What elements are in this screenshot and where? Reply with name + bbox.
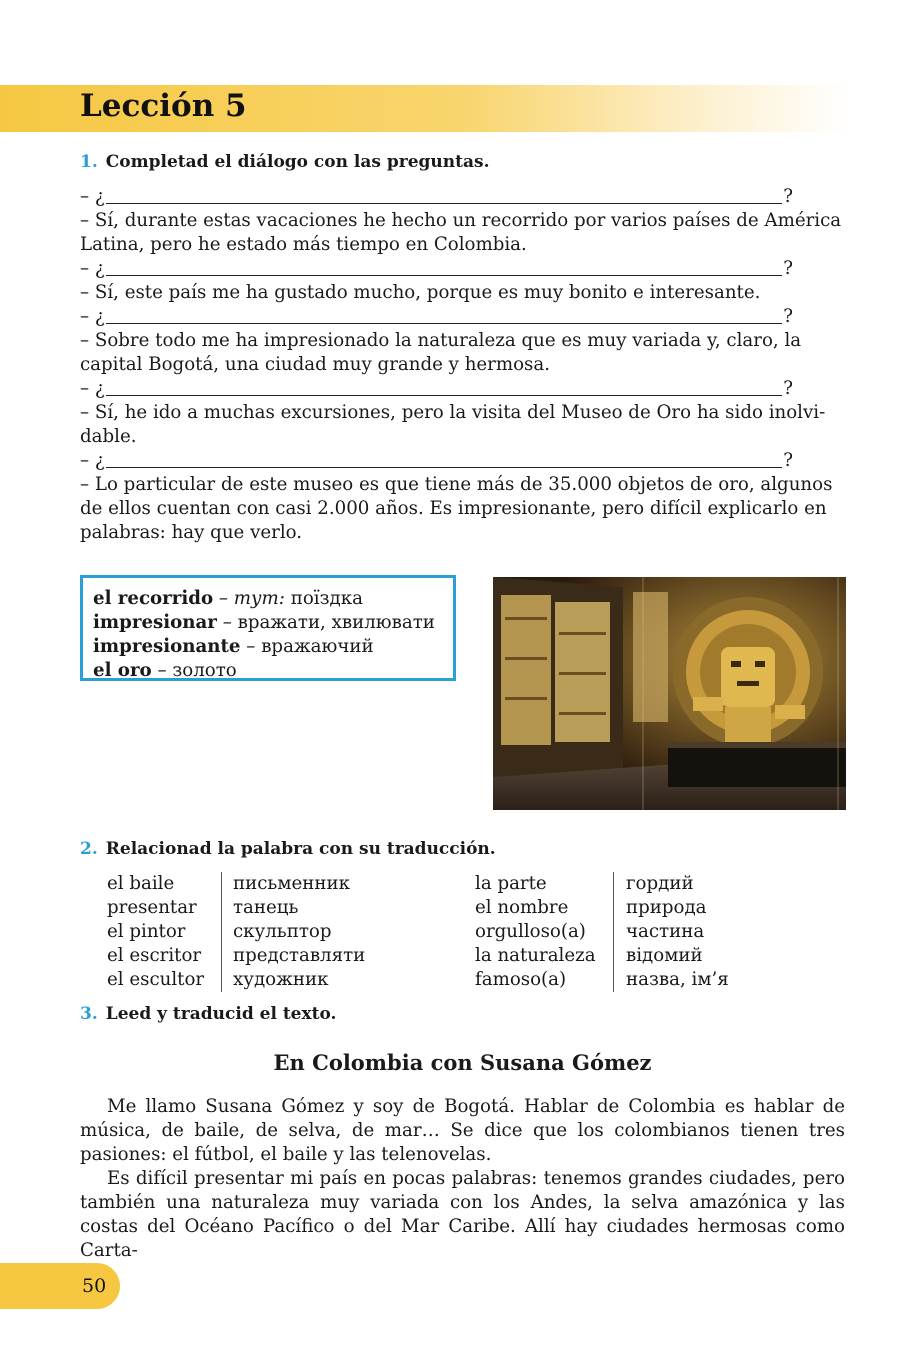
vocabulary-box	[80, 575, 456, 681]
question-suffix: ?	[783, 450, 793, 471]
match-word: el escultor	[107, 969, 205, 990]
lesson-title: Lección 5	[80, 88, 247, 124]
vocab-usage-label: тут:	[233, 588, 285, 609]
vocab-entry	[93, 587, 453, 611]
answer-line: – Sí, durante estas vacaciones he hecho un recorrido por varios países de América	[80, 210, 842, 231]
vocab-separator: –	[151, 660, 173, 681]
match-word: el pintor	[107, 921, 186, 942]
vocab-entry	[93, 659, 453, 683]
blank-line	[106, 274, 783, 276]
question-prefix: – ¿	[80, 306, 105, 327]
vocab-entry	[93, 635, 453, 659]
match-translation: відомий	[626, 945, 703, 966]
answer-line: palabras: hay que verlo.	[80, 522, 303, 543]
answer-line: capital Bogotá, una ciudad muy grande y hermosa.	[80, 354, 551, 375]
exercise-3-heading	[80, 1004, 336, 1024]
blank-line	[106, 322, 783, 324]
match-translation: художник	[233, 969, 329, 990]
match-translation: природа	[626, 897, 707, 918]
vocab-separator: –	[213, 588, 234, 609]
match-translation: назва, ім’я	[626, 969, 729, 990]
blank-line	[106, 466, 783, 468]
match-translation: частина	[626, 921, 705, 942]
match-word: orgulloso(a)	[475, 921, 586, 942]
question-prefix: – ¿	[80, 450, 105, 471]
vocab-term: impresionar	[93, 612, 217, 633]
blank-line	[106, 394, 783, 396]
vocab-translation: поїздка	[284, 588, 363, 609]
vocab-translation: вражати, хвилювати	[237, 612, 435, 633]
vocab-term: el oro	[93, 660, 152, 681]
question-blank-3[interactable]	[80, 305, 793, 329]
vocab-separator: –	[240, 636, 262, 657]
question-suffix: ?	[783, 258, 793, 279]
answer-line: – Lo particular de este museo es que tiene más de 35.000 objetos de oro, algunos	[80, 474, 833, 495]
vocab-term: impresionante	[93, 636, 241, 657]
vocab-term: el recorrido	[93, 588, 214, 609]
question-suffix: ?	[783, 306, 793, 327]
question-prefix: – ¿	[80, 258, 105, 279]
match-translation: танець	[233, 897, 299, 918]
question-suffix: ?	[783, 186, 793, 207]
vocab-separator: –	[216, 612, 238, 633]
question-blank-1[interactable]	[80, 185, 793, 209]
match-word: el nombre	[475, 897, 569, 918]
question-blank-2[interactable]	[80, 257, 793, 281]
exercise-number: 1.	[80, 152, 98, 172]
vocab-entry	[93, 611, 453, 635]
exercise-2-heading	[80, 839, 496, 859]
spanish-column-2	[475, 872, 614, 992]
exercise-number: 3.	[80, 1004, 98, 1024]
reading-paragraph: Es difícil presentar mi país en pocas palabras: tenemos grandes ciudades, pero también una naturaleza muy variada con los Andes, la selva amazónica y las costas del Océano Pacífico o del Mar Caribe. Allí hay ciudades hermosas como Carta-	[80, 1168, 845, 1261]
match-word: la naturaleza	[475, 945, 596, 966]
spanish-column-1	[107, 872, 222, 992]
exercise-number: 2.	[80, 839, 98, 859]
answer-line: – Sí, he ido a muchas excursiones, pero la visita del Museo de Oro ha sido inolvi-	[80, 402, 826, 423]
question-suffix: ?	[783, 378, 793, 399]
reading-text	[80, 1095, 845, 1263]
answer-line: dable.	[80, 426, 137, 447]
vocab-translation: золото	[172, 660, 237, 681]
reading-paragraph: Me llamo Susana Gómez y soy de Bogotá. Hablar de Colombia es hablar de música, de baile, de selva, de mar… Se dice que los colombianos tienen tres pasiones: el fútbol, el baile y las telenovelas.	[80, 1096, 845, 1165]
blank-line	[106, 202, 783, 204]
question-blank-4[interactable]	[80, 377, 793, 401]
vocab-translation: вражаючий	[261, 636, 374, 657]
page-number: 50	[82, 1275, 107, 1297]
gold-museum-photo	[493, 577, 846, 810]
match-translation: представляти	[233, 945, 366, 966]
answer-line: – Sobre todo me ha impresionado la naturaleza que es muy variada y, claro, la	[80, 330, 802, 351]
match-word: famoso(a)	[475, 969, 567, 990]
match-translation: скульптор	[233, 921, 332, 942]
reading-title: En Colombia con Susana Gómez	[273, 1050, 652, 1075]
translation-column-1	[233, 872, 433, 992]
question-prefix: – ¿	[80, 186, 105, 207]
museum-photo-illustration	[493, 577, 846, 810]
exercise-instruction: Relacionad la palabra con su traducción.	[105, 839, 496, 859]
match-word: la parte	[475, 873, 547, 894]
exercise-1-heading	[80, 152, 490, 172]
question-prefix: – ¿	[80, 378, 105, 399]
exercise-instruction: Completad el diálogo con las preguntas.	[105, 152, 490, 172]
answer-line: Latina, pero he estado más tiempo en Colombia.	[80, 234, 527, 255]
answer-line: de ellos cuentan con casi 2.000 años. Es impresionante, pero difícil explicarlo en	[80, 498, 827, 519]
match-word: presentar	[107, 897, 197, 918]
exercise-instruction: Leed y traducid el texto.	[105, 1004, 337, 1024]
match-translation: гордий	[626, 873, 694, 894]
match-word: el escritor	[107, 945, 202, 966]
match-word: el baile	[107, 873, 175, 894]
question-blank-5[interactable]	[80, 449, 793, 473]
answer-line: – Sí, este país me ha gustado mucho, porque es muy bonito e interesante.	[80, 282, 761, 303]
dialogue	[80, 185, 845, 545]
match-translation: письменник	[233, 873, 350, 894]
translation-column-2	[626, 872, 826, 992]
